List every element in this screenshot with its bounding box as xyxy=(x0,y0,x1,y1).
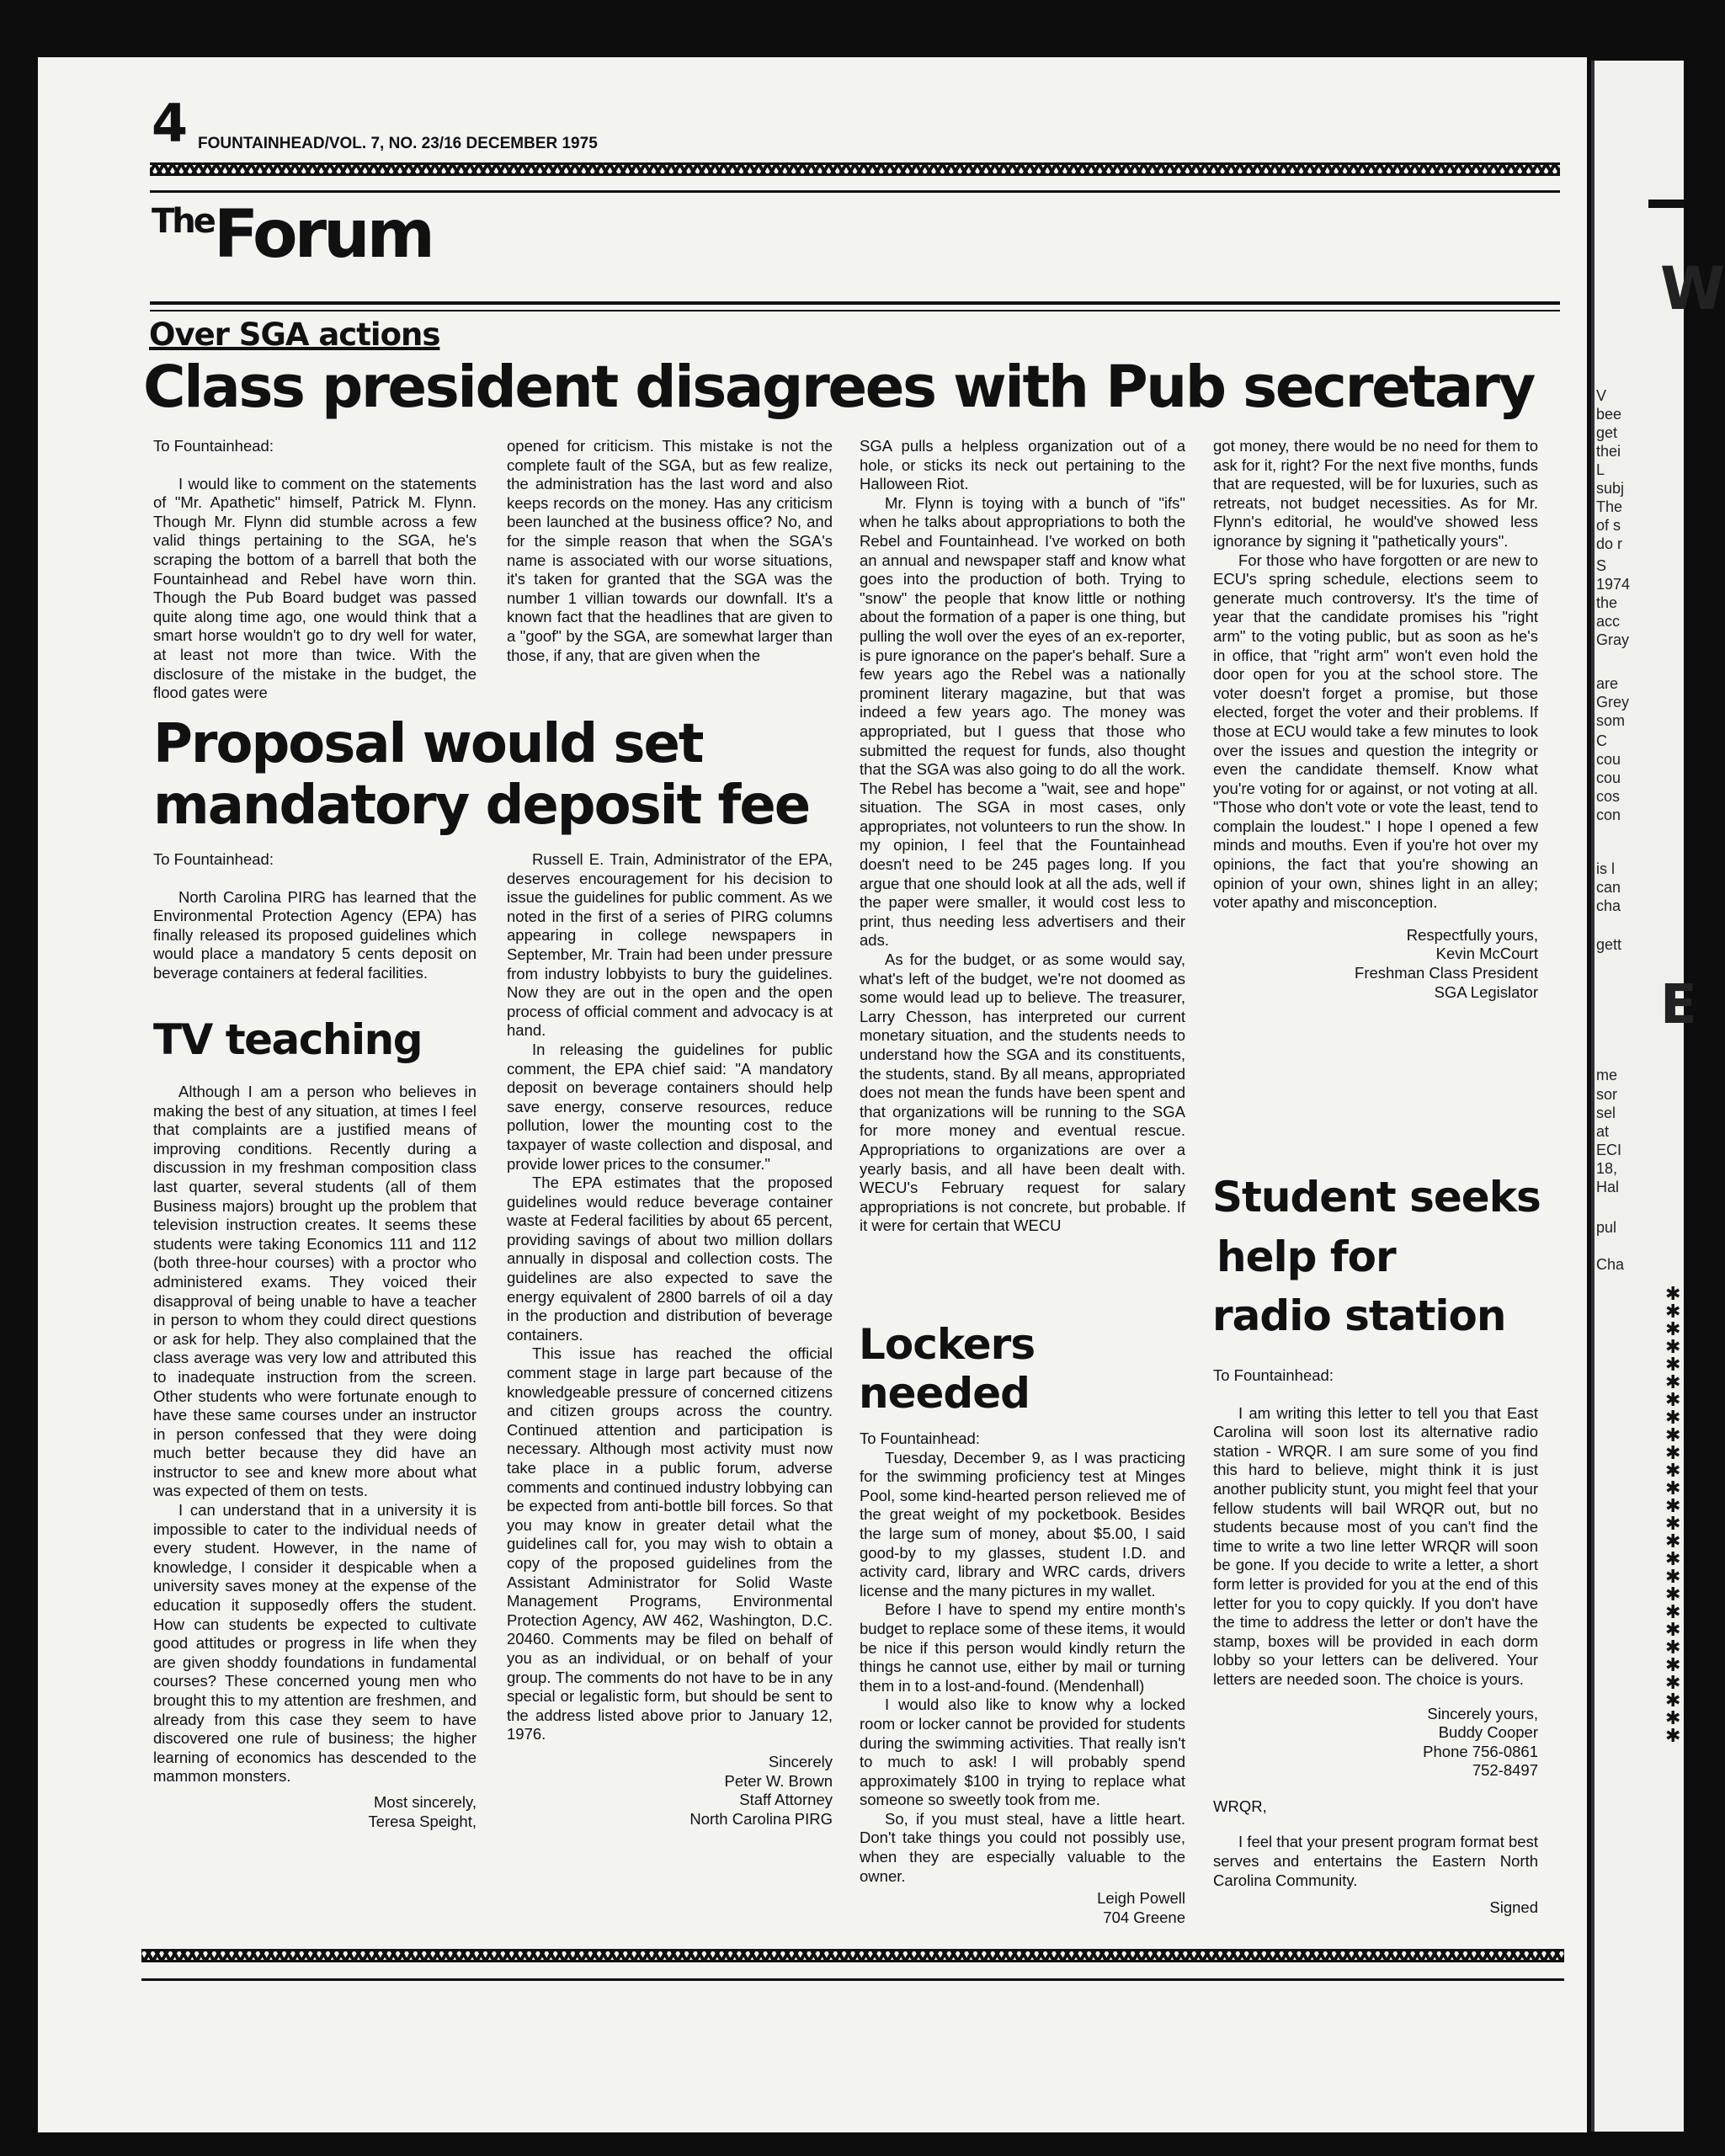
article1-paragraph: I would like to comment on the statements of "Mr. Apathetic" himself, Patrick M. Flynn. Though Mr. Flynn did stumble across a few valid things pertaining to the SGA, he's scraping the bottom of a barrell that both the Fountainhead and Rebel have worn thin. Though the Pub Board budget was passed quite along time ago, one would think that a smart horse wouldn't go to dry well for water, at least not more than twice. With the disclosure of the mistake in the budget, the flood gates were xyxy=(153,474,477,702)
article1-signature-line: Respectfully yours, xyxy=(1406,925,1538,944)
article4-paragraph: So, if you must steal, have a little heart. Don't take things you could not possibly use, when they are especially valuable to the owner. xyxy=(860,1809,1185,1885)
article1-signature-line: Freshman Class President xyxy=(1355,964,1538,982)
adjacent-page-fragment: sor xyxy=(1596,1086,1618,1103)
section-title-small: The xyxy=(152,202,214,241)
article1-column-3 xyxy=(860,437,1185,1236)
adjacent-page-fragment: W xyxy=(1660,254,1725,323)
bottom-thin-rule xyxy=(141,1978,1564,1981)
article4-signature-line: 704 Greene xyxy=(1103,1908,1185,1926)
article3-headline: TV teaching xyxy=(153,1015,423,1064)
adjacent-page-fragment: cha xyxy=(1596,897,1621,914)
adjacent-page-fragment: 18, xyxy=(1596,1160,1618,1177)
article5-form-body: I feel that your present program format best serves and entertains the Eastern North Carolina Community. xyxy=(1213,1833,1538,1889)
article1-paragraph: SGA pulls a helpless organization out of a hole, or sticks its neck out pertaining to the Halloween Riot. xyxy=(860,437,1185,493)
adjacent-page-fragment: S xyxy=(1596,557,1607,574)
adjacent-page-rule xyxy=(1591,61,1595,2132)
article5-headline-line1: Student seeks xyxy=(1212,1173,1541,1222)
article1-kicker: Over SGA actions xyxy=(149,317,440,353)
section-rule-2 xyxy=(150,310,1560,311)
adjacent-page-fragment: 1974 xyxy=(1596,576,1631,593)
article3-body xyxy=(153,1083,477,1831)
article5-headline-line2: help for xyxy=(1217,1232,1396,1281)
adjacent-page-fragment: Grey xyxy=(1596,694,1630,711)
newspaper-page xyxy=(38,57,1587,2132)
top-thin-rule xyxy=(150,190,1560,193)
adjacent-page-fragment: Hal xyxy=(1596,1179,1620,1195)
adjacent-page-fragment: L xyxy=(1596,461,1605,478)
adjacent-page-fragment: cou xyxy=(1596,751,1621,768)
adjacent-page-fragment: bee xyxy=(1596,406,1622,423)
adjacent-page-thick-mark xyxy=(1648,200,1684,208)
adjacent-page-fragment: The xyxy=(1596,498,1623,515)
adjacent-page-fragment: do r xyxy=(1596,535,1623,552)
adjacent-page-fragment: are xyxy=(1596,675,1619,692)
article3-paragraph: I can understand that in a university it is impossible to cater to the individual needs of every student. However, in the name of knowledge, I consider it despicable when a university saves money at the expense of the education it supposedly offers the student. How can students be expected to cultivate good attitudes or progress in life when they are given shoddy foundations in fundamental courses? These concerned young men who brought this to my attention are freshmen, and already from this case they seem to have discovered one rule of business; the higher learning of economics has descended to the mammon monsters. xyxy=(153,1501,477,1786)
adjacent-page-fragment: at xyxy=(1596,1123,1610,1140)
article3-paragraph: Although I am a person who believes in making the best of any situation, at times I feel that complaints are a justified means of improving conditions. Recently during a discussion in my freshman composition class last quarter, several students (all of them Business majors) brought up the problem that television instruction creates. It seems these students were taking Economics 111 and 112 (both three-hour courses) with a proctor who administered exams. They voiced their disapproval of being unable to have a teacher in person to whom they could direct questions or ask for help. They also complained that the class average was very low and attributed this to inadequate instruction from the screen. Other students who were fortunate enough to have these same courses under an instructor in person confessed that they were doing much better because they did have an instructor to see and knew more about what was expected of them on tests. xyxy=(153,1083,477,1500)
article2-signature-line: Sincerely xyxy=(768,1752,833,1770)
adjacent-page-fragment: con xyxy=(1596,807,1621,823)
adjacent-page-fragment: acc xyxy=(1596,613,1621,630)
article5-form-to: WRQR, xyxy=(1213,1797,1267,1815)
article5-headline-line3: radio station xyxy=(1212,1291,1506,1340)
adjacent-page-fragment: sel xyxy=(1596,1105,1616,1121)
article1-paragraph: As for the budget, or as some would say, what's left of the budget, we're not doomed as some would lead up to believe. The treasurer, Larry Chesson, has interpreted our current monetary situation, and the students needs to understand how the SGA and its constituents, the students, stand. By all means, appropriated does not mean the funds have been spent and that organizations will be running to the SGA for more money and eventual rescue. Appropriations to organizations are over a yearly basis, and all have been dealt with. WECU's February request for salary appropriations is not concrete, but probable. If it were for certain that WECU xyxy=(860,950,1185,1235)
adjacent-page-fragment: ECI xyxy=(1596,1142,1622,1158)
article1-column-4 xyxy=(1213,437,1538,1002)
adjacent-page-fragment: subj xyxy=(1596,480,1625,497)
bottom-ornamental-rule xyxy=(141,1949,1564,1962)
adjacent-page-fragment: Cha xyxy=(1596,1256,1625,1273)
adjacent-page-fragment: cou xyxy=(1596,769,1621,786)
article5-signature-line: Sincerely yours, xyxy=(1427,1704,1538,1722)
article1-paragraph: got money, there would be no need for them to ask for it, right? For the next five months, funds that are requested, will be for luxuries, such as retreats, not budget necessities. As for Mr. Flynn's editorial, he would've showed less ignorance by signing it "pathetically yours". xyxy=(1213,437,1538,550)
adjacent-page-fragment: me xyxy=(1596,1067,1618,1083)
adjacent-page-fragment: can xyxy=(1596,879,1621,896)
article2-headline-line1: Proposal would set xyxy=(153,713,703,775)
article2-signature-line: North Carolina PIRG xyxy=(689,1809,833,1828)
article3-signature-line: Teresa Speight, xyxy=(368,1812,477,1830)
adjacent-page-asterisk-border: ✱✱✱✱✱✱✱✱✱✱✱✱✱✱✱✱✱✱✱✱✱✱✱✱✱✱ xyxy=(1665,1284,1681,1747)
article4-paragraph: Tuesday, December 9, as I was practicing for the swimming proficiency test at Minges Pool, some kind-hearted person relieved me of the great weight of my pocketbook. Besides the large sum of money, about $5.00, I said good-by to my glasses, student I.D. and activity card, library and WRC cards, drivers license and the many pictures in my wallet. xyxy=(860,1448,1185,1600)
article4-signature-line: Leigh Powell xyxy=(1097,1889,1185,1908)
adjacent-page-fragment: E xyxy=(1660,974,1697,1036)
adjacent-page-fragment: of s xyxy=(1596,517,1621,534)
article5-salutation: To Fountainhead: xyxy=(1213,1366,1334,1384)
adjacent-page-fragment: cos xyxy=(1596,788,1621,805)
article1-paragraph: For those who have forgotten or are new to ECU's spring schedule, elections seem to generate much controversy. It's the time of year that the candidate promises his "right arm" to the voting public, but as soon as he's in office, that "right arm" won't even hold the door open for you at the school store. The voter doesn't forget a promise, but those elected, forget the voter and their problems. If those at ECU would take a few minutes to look over the issues and question the integrity or even the candidate themself. Know what you're voting for or against, or not voting at all. "Those who don't vote or vote the least, tend to complain the loudest." I hope I opened a few minds and mouths. Even if you're hot over my opinions, the fact that you're showing an opinion of your own, shines light in an alley; voter apathy and misconception. xyxy=(1213,551,1538,912)
adjacent-page-fragment: gett xyxy=(1596,936,1622,953)
article2-paragraph: This issue has reached the official comment stage in large part because of the knowledgeable pressure of concerned citizens and citizen groups across the country. Continued attention and participation is necessary. Although most activity must now take place in a public forum, adverse comments and continued industry lobbying can be expected from anti-bottle bill forces. So that you may know in greater detail what the guidelines call for, you may wish to obtain a copy of the proposed guidelines from the Assistant Administrator for Solid Waste Management Programs, Environmental Protection Agency, AW 462, Washington, D.C. 20460. Comments may be filed on behalf of you as an individual, or on behalf of your group. The comments do not have to be in any special or legalistic form, but should be sent to the address listed above prior to January 12, 1976. xyxy=(507,1344,833,1743)
article5-form-signed: Signed xyxy=(1489,1898,1538,1917)
article2-paragraph: North Carolina PIRG has learned that the Environmental Protection Agency (EPA) has finally released its proposed guidelines which would place a mandatory 5 cents deposit on beverage containers at federal facilities. xyxy=(153,887,477,982)
article4-headline-line1: Lockers xyxy=(859,1320,1036,1369)
publication-line: FOUNTAINHEAD/VOL. 7, NO. 23/16 DECEMBER 1975 xyxy=(198,135,598,152)
page-number: 4 xyxy=(152,93,189,154)
article2-signature-line: Staff Attorney xyxy=(739,1791,833,1809)
article5-signature-line: Phone 756-0861 xyxy=(1423,1742,1538,1760)
article2-signature-line: Peter W. Brown xyxy=(724,1771,833,1790)
adjacent-page-fragment: the xyxy=(1596,594,1618,611)
article2-column-1 xyxy=(153,850,477,983)
article4-salutation: To Fountainhead: xyxy=(860,1429,980,1447)
article1-column-1 xyxy=(153,437,477,703)
adjacent-page-fragment: get xyxy=(1596,424,1618,441)
adjacent-page-fragment: som xyxy=(1596,712,1626,729)
adjacent-page-fragment: Gray xyxy=(1596,631,1630,648)
section-title xyxy=(152,197,432,273)
article4-paragraph: I would also like to know why a locked room or locker cannot be provided for students during the swimming activities. That really isn't to much to ask! I will probably spend approximately $100 in trying to replace what someone so sweetly took from me. xyxy=(860,1696,1185,1809)
article4-headline-line2: needed xyxy=(859,1369,1030,1418)
article4-paragraph: Before I have to spend my entire month's budget to replace some of these items, it would be nice if this person would kindly return the things he cannot use, either by mail or turning them in to a lost-and-found. (Mendenhall) xyxy=(860,1600,1185,1695)
article1-headline: Class president disagrees with Pub secretary xyxy=(143,354,1534,421)
article2-paragraph: The EPA estimates that the proposed guidelines would reduce beverage container waste at Federal facilities by about 65 percent, providing savings of about two million dollars annually in disposal and collection costs. The guidelines are also expected to save the energy equivalent of 2800 barrels of oil a day in the production and distribution of beverage containers. xyxy=(507,1174,833,1344)
article1-signature-line: SGA Legislator xyxy=(1434,982,1538,1001)
section-rule-1 xyxy=(150,301,1560,305)
article2-column-2 xyxy=(507,850,833,1829)
article2-headline-line2: mandatory deposit fee xyxy=(153,775,810,837)
article3-signature-line: Most sincerely, xyxy=(374,1792,477,1811)
article1-column-2 xyxy=(507,437,833,665)
article1-paragraph: opened for criticism. This mistake is not the complete fault of the SGA, but as few realize, the administration has the last word and also keeps records on the money. Has any criticism been launched at the business office? No, and for the simple reason that when the SGA's name is associated with our worse situations, it's taken for granted that the SGA was the number 1 villian towards our downfall. It's a known fact that the headlines that are given to a "goof" by the SGA, are somewhat larger than those, if any, that are given when the xyxy=(507,437,833,664)
article1-salutation: To Fountainhead: xyxy=(153,437,274,455)
adjacent-page-fragment: thei xyxy=(1596,443,1621,460)
article2-paragraph: In releasing the guidelines for public comment, the EPA chief said: "A mandatory deposit on beverage containers should help save energy, conserve resources, reduce pollution, lower the mounting cost to the taxpayer of waste collection and disposal, and provide lower prices to the consumer." xyxy=(507,1040,833,1173)
adjacent-page-fragment: pul xyxy=(1596,1219,1617,1236)
adjacent-page-fragment: C xyxy=(1596,732,1607,749)
article1-signature-line: Kevin McCourt xyxy=(1435,945,1538,963)
article1-paragraph: Mr. Flynn is toying with a bunch of "ifs" when he talks about appropriations to both the Rebel and Fountainhead. I've worked on both an annual and newspaper staff and know what goes into the production of both. Trying to "snow" the people that know little or nothing about the formation of a paper is one thing, but pulling the woll over the eyes of an ex-reporter, is pure ignorance on the paper's behalf. Sure a few years ago the Rebel was a nationally prominent literary magazine, but that was indeed a few years ago. The money was appropriated, but I guess that those who submitted the request for funds, also thought that the SGA was also going to do all the work. The Rebel has become a "wait, see and hope" situation. The SGA in most cases, only appropriates, not volunteers to run the show. In my opinion, I feel that the Fountainhead doesn't need to be 245 pages long. If you argue that one should look at all the ads, well if the paper were smaller, it would cost less to print, thus needing less advertisers and their ads. xyxy=(860,493,1185,950)
article2-salutation: To Fountainhead: xyxy=(153,850,274,868)
section-title-big: Forum xyxy=(213,197,432,273)
article4-body xyxy=(860,1429,1185,1927)
article5-signature-line: 752-8497 xyxy=(1472,1761,1538,1780)
article2-paragraph: Russell E. Train, Administrator of the EPA, deserves encouragement for his decision to issue the guidelines for public comment. As we noted in the first of a series of PIRG columns appearing in college newspapers in September, Mr. Train had been under pressure from industry lobbyists to bury the guidelines. Now they are out in the open and the open process of official comment and advocacy is at hand. xyxy=(507,850,833,1040)
article5-paragraph: I am writing this letter to tell you that East Carolina will soon lost its alternative radio station - WRQR. I am sure some of you find this hard to believe, might think it is just another publicity stunt, you might feel that your fellow students will bail WRQR out, but no students because most of you can't find the time to write a two line letter WRQR will soon be gone. If you decide to write a letter, a short form letter is provided for you at the end of this letter for you to copy quickly. If you don't have the time to address the letter or don't have the stamp, boxes will be provided in each dorm lobby so your letters can be delivered. Your letters are needed soon. The choice is yours. xyxy=(1213,1403,1538,1688)
adjacent-page-fragment: V xyxy=(1596,387,1607,404)
article5-signature-line: Buddy Cooper xyxy=(1438,1723,1538,1742)
article5-body xyxy=(1213,1366,1538,1918)
adjacent-page-edge xyxy=(1591,61,1725,2132)
top-ornamental-rule xyxy=(150,162,1560,176)
adjacent-page-fragment: is l xyxy=(1596,860,1615,877)
